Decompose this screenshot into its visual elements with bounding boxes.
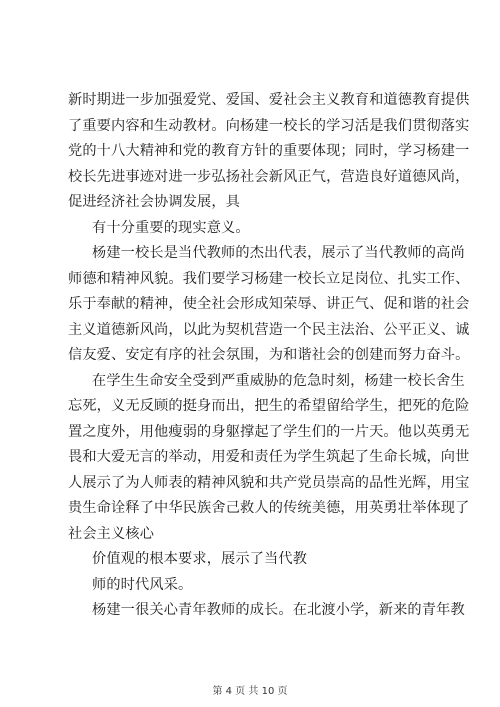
text-line: 乐于奉献的精神，使全社会形成知荣辱、讲正气、促和谐的社会 — [68, 296, 470, 312]
text-line: 师的时代风采。 — [92, 576, 193, 593]
text-line: 师德和精神风貌。我们要学习杨建一校长立足岗位、扎实工作、 — [68, 270, 470, 287]
text-line: 畏和大爱无言的举动，用爱和责任为学生筑起了生命长城，向世 — [68, 449, 470, 465]
text-line: 信友爱、安定有序的社会氛围，为和谐社会的创建而努力奋斗。 — [68, 347, 470, 363]
text-line: 杨建一很关心青年教师的成长。在北渡小学，新来的青年教 — [92, 602, 465, 618]
text-line: 了重要内容和生动教材。向杨建一校长的学习活是我们贯彻落实 — [68, 117, 470, 134]
text-line: 校长先进事迹对进一步弘扬社会新风正气，营造良好道德风尚， — [68, 168, 470, 185]
text-line: 有十分重要的现实意义。 — [92, 219, 250, 236]
text-line: 在学生生命安全受到严重威胁的危急时刻，杨建一校长舍生 — [92, 372, 465, 389]
text-line: 社会主义核心 — [68, 525, 155, 542]
body-text — [68, 88, 470, 624]
text-line: 贵生命诠释了中华民族舍己救人的传统美德，用英勇壮举体现了 — [68, 500, 470, 516]
text-line: 促进经济社会协调发展，具 — [68, 194, 241, 210]
text-line: 杨建一校长是当代教师的杰出代表，展示了当代教师的高尚 — [92, 245, 465, 261]
text-line: 价值观的根本要求，展示了当代教 — [92, 551, 308, 567]
page-footer: 第 4 页 共 10 页 — [212, 686, 288, 697]
text-line: 置之度外，用他瘦弱的身躯撑起了学生们的一片天。他以英勇无 — [68, 423, 470, 440]
text-line: 人展示了为人师表的精神风貌和共产党员崇高的品性光辉，用宝 — [68, 474, 470, 491]
text-line: 主义道德新风尚，以此为契机营造一个民主法治、公平正义、诚 — [68, 321, 470, 338]
text-line: 新时期进一步加强爱党、爱国、爱社会主义教育和道德教育提供 — [68, 92, 470, 108]
text-line: 党的十八大精神和党的教育方针的重要体现；同时，学习杨建一 — [68, 143, 470, 159]
text-line: 忘死，义无反顾的挺身而出，把生的希望留给学生，把死的危险 — [68, 398, 470, 414]
